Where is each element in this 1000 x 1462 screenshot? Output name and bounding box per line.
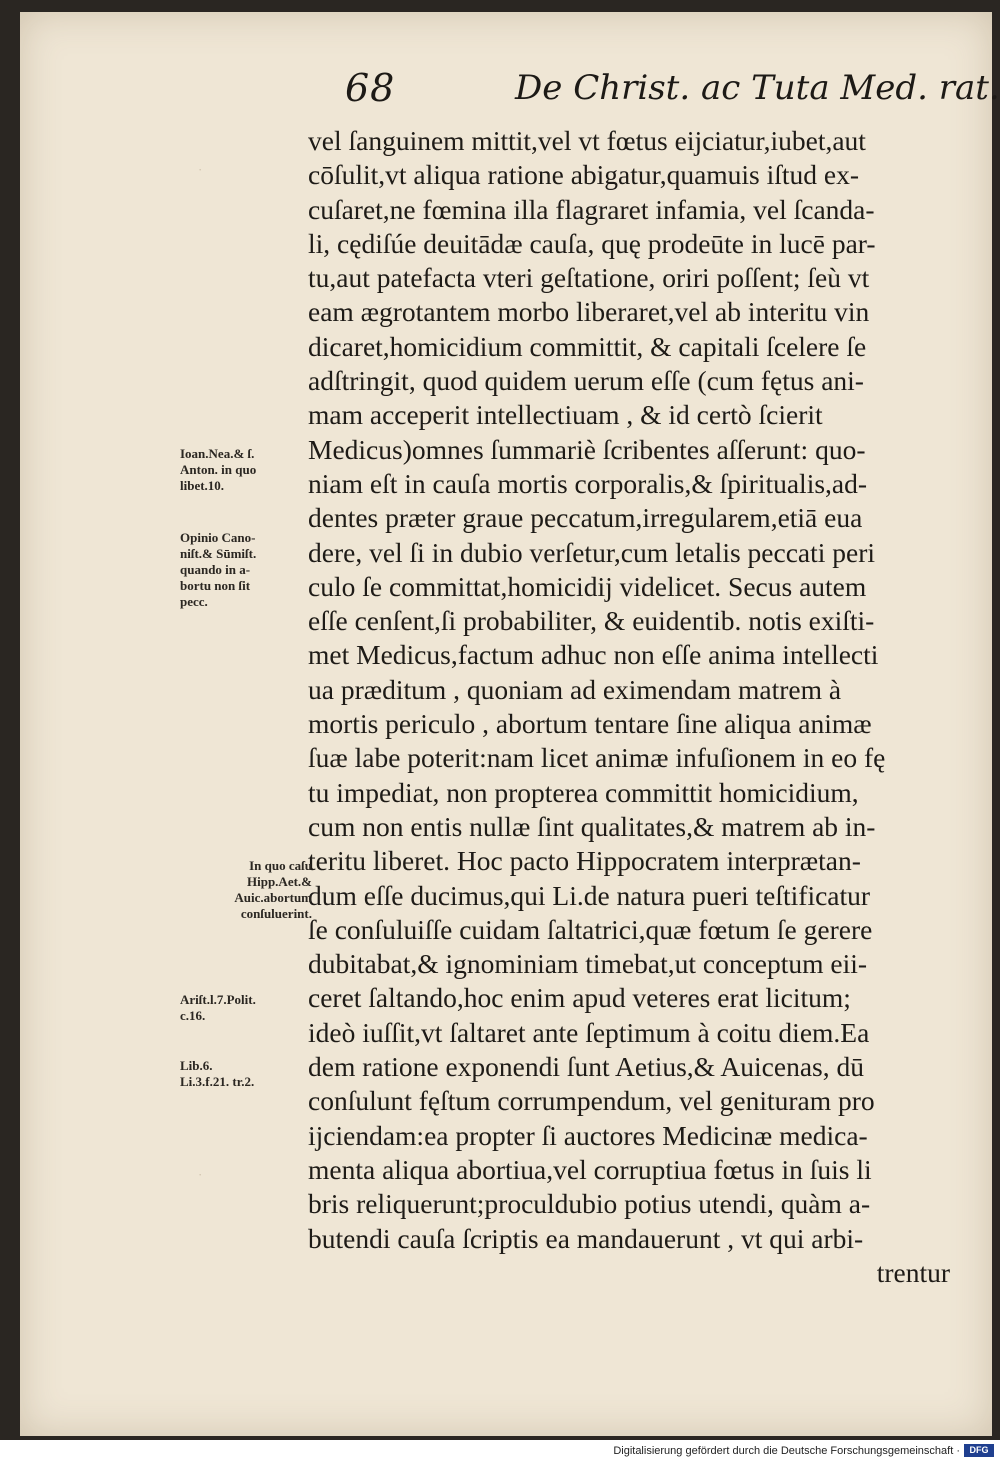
margin-note-line: Ioan.Nea.& ſ.: [180, 446, 255, 461]
text-line: tu,aut patefacta vteri geſtatione, oriri poſſent; ſeù vt: [308, 262, 870, 294]
catchword: trentur: [876, 1256, 950, 1288]
margin-note-line: c.16.: [180, 1008, 206, 1023]
text-line: tu impediat, non propterea committit homicidium,: [308, 776, 859, 808]
footer: [0, 1440, 1000, 1462]
margin-note-line: libet.10.: [180, 478, 225, 493]
margin-note-line: Lib.6.: [180, 1058, 213, 1073]
page-header: [345, 60, 1000, 120]
text-line: dum eſſe ducimus,qui Li.de natura pueri teſtificatur: [308, 879, 871, 911]
text-line: dentes præter graue peccatum,irregularem,etiā eua: [308, 502, 863, 534]
text-line: eſſe cenſent,ſi probabiliter, & euidentib. notis exiſti-: [308, 605, 875, 637]
text-line: teritu liberet. Hoc pacto Hippocratem interprætan-: [308, 845, 861, 877]
margin-note: [180, 1058, 320, 1090]
margin-note-line: pecc.: [180, 594, 208, 609]
text-line: li, cędiſúe deuitādæ cauſa, quę prodeūte in lucē par-: [308, 227, 876, 259]
text-line: ua præditum , quoniam ad eximendam matrem à: [308, 673, 842, 705]
text-line: ſe conſuluiſſe cuidam ſaltatrici,quæ fœtum ſe gerere: [308, 913, 873, 945]
margin-note-line: Auic.abortum: [234, 890, 312, 905]
text-line: adſtringit, quod quidem uerum eſſe (cum fętus ani-: [308, 365, 864, 397]
margin-note-line: In quo caſu: [249, 858, 312, 873]
text-line: bris reliquerunt;proculdubio potius utendi, quàm a-: [308, 1188, 871, 1220]
funding-notice: Digitalisierung gefördert durch die Deutsche Forschungsgemeinschaft ·: [613, 1445, 960, 1457]
text-line: cōſulit,vt aliqua ratione abigatur,quamuis iſtud ex-: [308, 159, 860, 191]
margin-note: [180, 446, 320, 494]
margin-note-line: Li.3.f.21. tr.2.: [180, 1074, 255, 1089]
margin-note-line: Anton. in quo: [180, 462, 257, 477]
dfg-logo: DFG: [964, 1444, 994, 1457]
text-line: dubitabat,& ignominiam timebat,ut conceptum eii-: [308, 948, 868, 980]
text-line: cum non entis nullæ ſint qualitates,& matrem ab in-: [308, 810, 876, 842]
text-line: dere, vel ſi in dubio verſetur,cum letalis peccati peri: [308, 536, 876, 568]
bleed-through-mark: ·: [198, 162, 203, 177]
text-line: culo ſe committat,homicidij videlicet. Secus autem: [308, 570, 867, 602]
margin-note-line: Opinio Cano-: [180, 530, 256, 545]
text-line: ideò iuſſit,vt ſaltaret ante ſeptimum à coitu diem.Ea: [308, 1016, 870, 1048]
margin-note-line: bortu non ſit: [180, 578, 251, 593]
text-line: vel ſanguinem mittit,vel vt fœtus eijciatur,iubet,aut: [308, 125, 866, 156]
text-line: niam eſt in cauſa mortis corporalis,& ſpiritualis,ad-: [308, 467, 868, 499]
margin-note-line: Hipp.Aet.&: [247, 874, 312, 889]
running-title: De Christ. ac Tuta Med. rat.: [515, 68, 1000, 108]
text-line: ijciendam:ea propter ſi auctores Medicinæ medica-: [308, 1119, 868, 1151]
text-line: mam acceperit intellectiuam , & id certò ſcierit: [308, 399, 823, 431]
text-line: ceret ſaltando,hoc enim apud veteres erat licitum;: [308, 982, 851, 1014]
margin-note: [180, 530, 320, 610]
text-line: mortis periculo , abortum tentare ſine aliqua animæ: [308, 708, 872, 740]
bleed-through-mark: ·: [198, 1167, 203, 1182]
text-line: conſulunt fęſtum corrumpendum, vel genituram pro: [308, 1085, 875, 1117]
text-line: cuſaret,ne fœmina illa flagraret infamia, vel ſcanda-: [308, 193, 875, 225]
text-line: dicaret,homicidium committit, & capitali ſcelere ſe: [308, 330, 867, 362]
text-line: menta aliqua abortiua,vel corruptiua fœtus in ſuis li: [308, 1153, 872, 1185]
margin-note-line: Ariſt.l.7.Polit.: [180, 992, 256, 1007]
page-number: 68: [345, 66, 396, 110]
text-line: met Medicus,factum adhuc non eſſe anima intellecti: [308, 639, 879, 671]
body-text: [308, 124, 968, 1290]
margin-note: [180, 858, 320, 922]
text-line: Medicus)omnes ſummariè ſcribentes aſſerunt: quo-: [308, 433, 866, 465]
text-line: butendi cauſa ſcriptis ea mandauerunt , vt qui arbi-: [308, 1222, 864, 1254]
text-line: dem ratione exponendi ſunt Aetius,& Auicenas, dū: [308, 1051, 865, 1083]
margin-note-line: niſt.& Sūmiſt.: [180, 546, 257, 561]
text-line: eam ægrotantem morbo liberaret,vel ab interitu vin: [308, 296, 870, 328]
margin-note-line: conſuluerint.: [240, 906, 312, 921]
margin-note: [180, 992, 320, 1024]
text-line: ſuæ labe poterit:nam licet animæ infuſionem in eo fę: [308, 742, 886, 774]
margin-note-line: quando in a-: [180, 562, 251, 577]
